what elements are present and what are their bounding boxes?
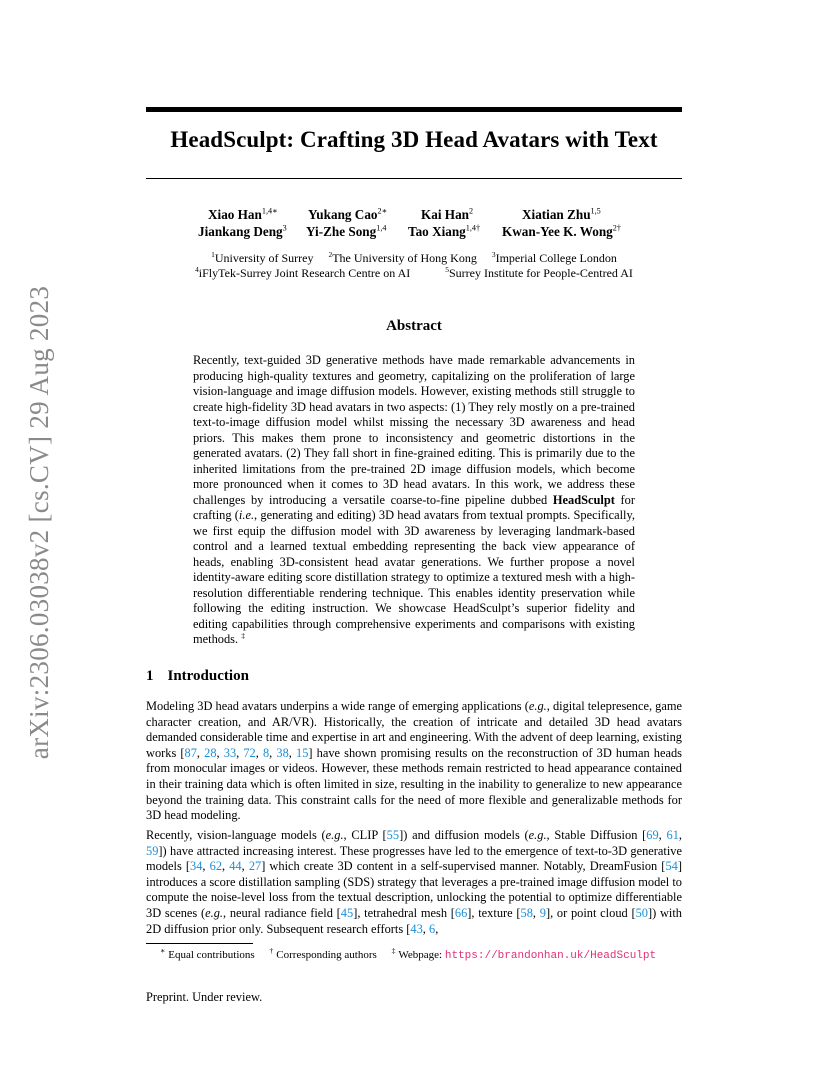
preprint-note: Preprint. Under review. [146,990,263,1004]
footnote-equal: ∗ Equal contributions [160,946,255,961]
citation-link[interactable]: 44 [229,859,242,874]
author-name: Kai Han$^2$ [421,206,474,222]
citation-link[interactable]: 55 [386,828,400,842]
abstract-heading: Abstract [386,318,442,334]
method-name: HeadSculpt [552,492,615,507]
author-name: Xiao Han$^{1,4∗}$ [208,206,278,222]
footnotes [160,946,700,962]
citation-link[interactable]: 15 [296,745,309,760]
arxiv-identifier [20,282,60,762]
citation-link[interactable]: 59 [146,843,159,858]
citation-link[interactable]: 33 [223,745,237,760]
intro-paragraph-2: Recently, vision-language models (e.g., CLIP [55]) and diffusion models (e.g., Stable Diffusion [69, 61, 59]) have attracted increasing interest. These progresses have led to the emergence of text-to-3D generative models [34, 62, 44, 27] which create 3D content in a self-supervised manner. Notably, DreamFusion [54] introduces a score distillation sampling (SDS) strategy that leverages a pre-trained image diffusion model to compute the noise-level loss from the textual description, unlocking the potential to optimize differentiable 3D scenes (e.g., neural radiance field [45], tetrahedral mesh [66], texture [58, 9], or point cloud [50]) with 2D diffusion prior only. Subsequent research efforts [43, 6, [146,828,683,936]
author-name: Yukang Cao$^{2∗}$ [308,206,388,222]
citation-link[interactable]: 8 [262,745,270,760]
author-name: Tao Xiang$^{1,4\dagger}$ [408,223,481,239]
affiliation: $^3$Imperial College London [491,250,617,265]
abstract-text: Recently, text-guided 3D generative methods have made remarkable advancements in producing high-quality textures and geometry, capitalizing on the proliferation of large vision-language and image diffusion models. However, existing methods still struggle to create high-fidelity 3D head avatars in two aspects: (1) They rely mostly on a pre-trained text-to-image diffusion model whilst missing the necessary 3D awareness and head priors. This makes them prone to inconsistency and geometric distortions in the generated avatars. (2) They fall short in fine-grained editing. This is primarily due to the inherited limitations from the pre-trained 2D image diffusion models, which become more pronounced when it comes to 3D head avatars. In this work, we address these challenges by introducing a versatile coarse-to-fine pipeline dubbed HeadSculpt for crafting (i.e., generating and editing) 3D head avatars from textual prompts. Specifically, we first equip the diffusion model with 3D awareness by leveraging landmark-based control and a learned textual embedding representing the back view appearance of heads, enabling 3D-consistent head avatar generations. We further propose a novel identity-aware editing score distillation strategy to optimize a textured mesh with a high-resolution differentiable rendering technique. This enables identity preservation while following the editing instruction. We showcase HeadSculpt’s superior fidelity and editing capabilities through comprehensive experiments and comparisons with existing methods. ‡ [193,353,636,646]
title-top-rule [146,107,682,112]
affiliation: $^1$University of Surrey [211,250,314,265]
citation-link[interactable]: 54 [665,859,678,874]
intro-paragraph-1: Modeling 3D head avatars underpins a wide range of emerging applications (e.g., digital telepresence, game character creation, and AR/VR). Historically, the creation of intricate and detailed 3D head avatars demanded considerable time and expertise in art and engineering. With the advent of deep learning, existing works [87, 28, 33, 72, 8, 38, 15] have shown promising results on the reconstruction of 3D human heads from monocular images or videos. However, these methods remain restricted to head appearance contained in their training data which is often limited in size, resulting in the inability to generalize to new appearance beyond the training data. This constraint calls for the need of more flexible and generalizable methods for 3D head modeling. [146,699,683,823]
citation-link[interactable]: 58 [520,905,533,920]
citation-link[interactable]: 87 [184,745,197,760]
citation-link[interactable]: 45 [340,905,354,920]
paper-title: HeadSculpt: Crafting 3D Head Avatars with Text [170,127,658,152]
section-heading: 1 Introduction [146,668,249,684]
citation-link[interactable]: 34 [190,859,203,874]
author-name: Kwan-Yee K. Wong$^{2\dagger}$ [502,223,621,239]
citation-link[interactable]: 43 [410,921,423,936]
citation-link[interactable]: 61 [666,828,679,842]
affiliation: $^5$Surrey Institute for People-Centred AI [445,265,633,280]
author-name: Yi-Zhe Song$^{1,4}$ [306,223,387,239]
footnote-corresponding: † Corresponding authors [269,946,377,961]
citation-link[interactable]: 72 [243,745,256,760]
citation-link[interactable]: 9 [539,905,546,920]
citation-link[interactable]: 6 [428,921,436,936]
webpage-link[interactable]: https://brandonhan.uk/HeadSculpt [444,950,657,962]
affiliation: $^4$iFlyTek-Surrey Joint Research Centre on AI [195,265,411,280]
title-bottom-rule [146,178,682,179]
citation-link[interactable]: 50 [635,905,648,920]
affiliations-line-1 [146,251,682,266]
citation-link[interactable]: 38 [276,745,289,760]
arxiv-identifier-text: arXiv:2306.03038v2 [cs.CV] 29 Aug 2023 [24,285,55,759]
citation-link[interactable]: 69 [646,828,659,842]
citation-link[interactable]: 27 [248,859,262,874]
footnote-rule [146,943,253,944]
author-name: Xiatian Zhu$^{1,5}$ [522,206,601,222]
citation-link[interactable]: 28 [204,745,217,760]
affiliations-line-2 [146,266,682,281]
webpage-footnote-mark: ‡ [241,630,246,640]
footnote-webpage: ‡ Webpage: https://brandonhan.uk/HeadSculpt [391,946,657,962]
affiliation: $^2$The University of Hong Kong [328,250,477,265]
citation-link[interactable]: 66 [454,905,468,920]
author-name: Jiankang Deng$^3$ [198,223,287,239]
citation-link[interactable]: 62 [209,859,223,874]
